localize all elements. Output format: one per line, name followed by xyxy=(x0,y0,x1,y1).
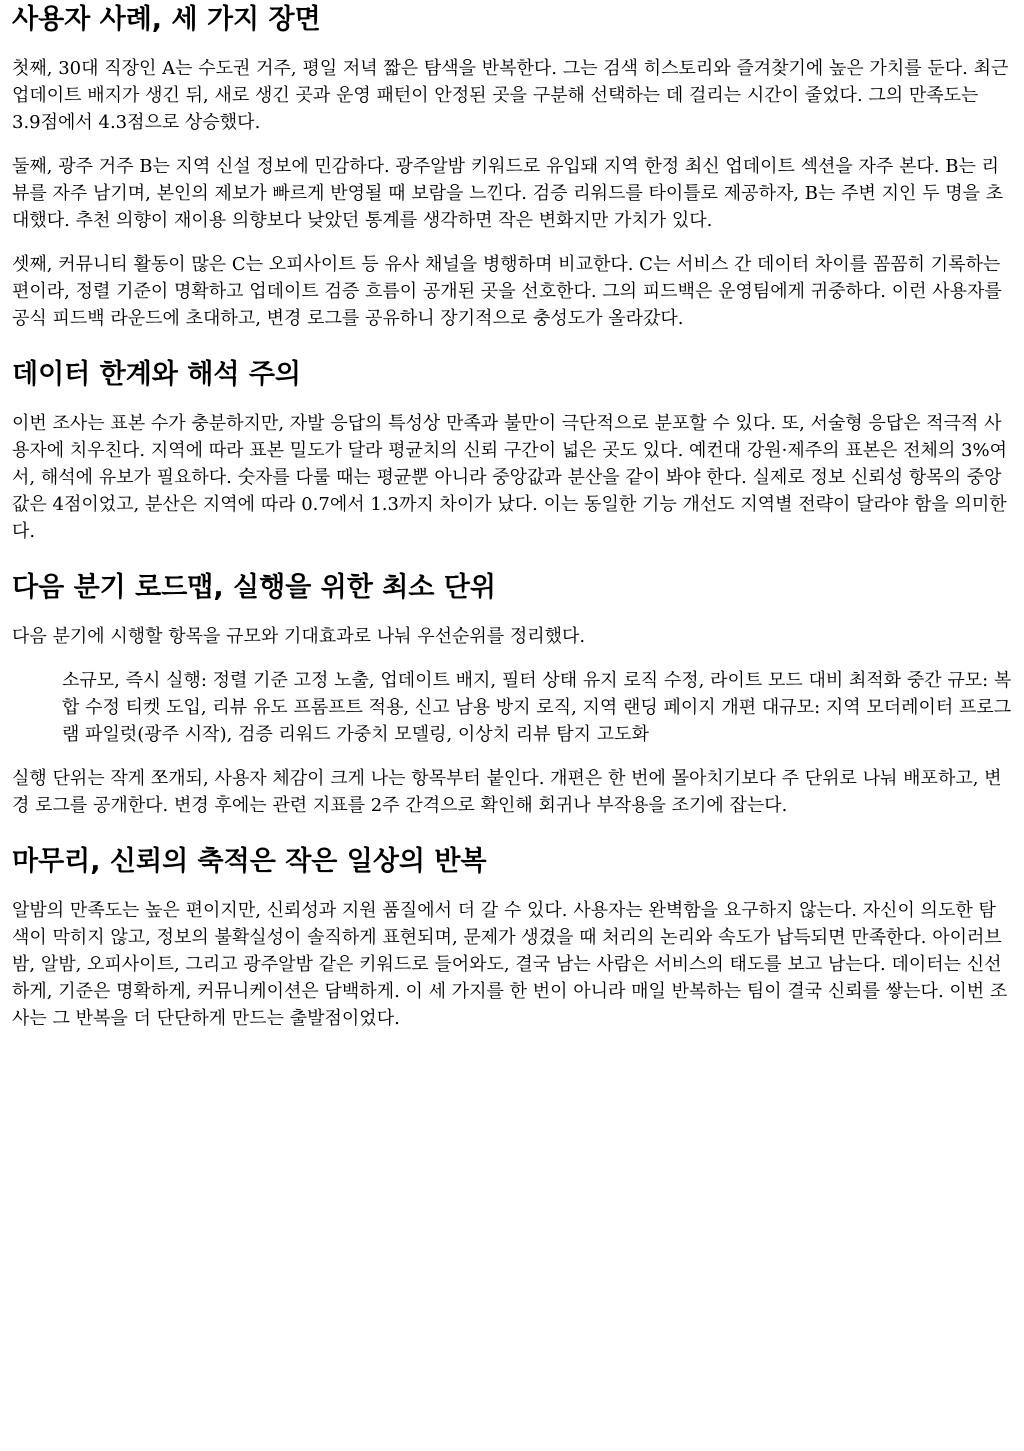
roadmap-blockquote xyxy=(62,667,1012,748)
roadmap-items: 소규모, 즉시 실행: 정렬 기준 고정 노출, 업데이트 배지, 필터 상태 유지 로직 수정, 라이트 모드 대비 최적화 중간 규모: 복합 수정 티켓 도입, 리뷰 유도 프롬프트 적용, 신고 남용 방지 로직, 지역 랜딩 페이지 개편 대규모: 지역 모더레이터 프로그램 파일럿(광주 시작), 검증 리워드 가중치 모델링, 이상치 리뷰 탐지 고도화 xyxy=(62,670,1012,745)
section-user-cases xyxy=(12,3,1012,332)
section-data-limits xyxy=(12,358,1012,545)
paragraph: 다음 분기에 시행할 항목을 규모와 기대효과로 나눠 우선순위를 정리했다. xyxy=(12,626,586,647)
paragraph: 셋째, 커뮤니티 활동이 많은 C는 오피사이트 등 유사 채널을 병행하며 비교한다. C는 서비스 간 데이터 차이를 꼼꼼히 기록하는 편이라, 정렬 기준이 명확하고 업데이트 검증 흐름이 공개된 곳을 선호한다. 그의 피드백은 운영팀에게 귀중하다. 이런 사용자를 공식 피드백 라운드에 초대하고, 변경 로그를 공유하니 장기적으로 충성도가 올라갔다. xyxy=(12,254,1002,329)
paragraph: 첫째, 30대 직장인 A는 수도권 거주, 평일 저녁 짧은 탐색을 반복한다. 그는 검색 히스토리와 즐겨찾기에 높은 가치를 둔다. 최근 업데이트 배지가 생긴 뒤, 새로 생긴 곳과 운영 패턴이 안정된 곳을 구분해 선택하는 데 걸리는 시간이 줄었다. 그의 만족도는 3.9점에서 4.3점으로 상승했다. xyxy=(12,58,1009,133)
section-heading: 데이터 한계와 해석 주의 xyxy=(12,359,302,390)
section-heading: 마무리, 신뢰의 축적은 작은 일상의 반복 xyxy=(12,846,487,877)
section-conclusion xyxy=(12,845,1012,1032)
section-heading: 사용자 사례, 세 가지 장면 xyxy=(12,4,321,35)
paragraph: 둘째, 광주 거주 B는 지역 신설 정보에 민감하다. 광주알밤 키워드로 유입돼 지역 한정 최신 업데이트 섹션을 자주 본다. B는 리뷰를 자주 남기며, 본인의 제보가 빠르게 반영될 때 보람을 느낀다. 검증 리워드를 타이틀로 제공하자, B는 주변 지인 두 명을 초대했다. 추천 의향이 재이용 의향보다 낮았던 통계를 생각하면 작은 변화지만 가치가 있다. xyxy=(12,156,1004,231)
section-heading: 다음 분기 로드맵, 실행을 위한 최소 단위 xyxy=(12,572,496,603)
paragraph: 알밤의 만족도는 높은 편이지만, 신뢰성과 지원 품질에서 더 갈 수 있다. 사용자는 완벽함을 요구하지 않는다. 자신이 의도한 탐색이 막히지 않고, 정보의 불확실성이 솔직하게 표현되며, 문제가 생겼을 때 처리의 논리와 속도가 납득되면 만족한다. 아이러브밤, 알밤, 오피사이트, 그리고 광주알밤 같은 키워드로 들어와도, 결국 남는 사람은 서비스의 태도를 보고 남는다. 데이터는 신선하게, 기준은 명확하게, 커뮤니케이션은 담백하게. 이 세 가지를 한 번이 아니라 매일 반복하는 팀이 결국 신뢰를 쌓는다. 이번 조사는 그 반복을 더 단단하게 만드는 출발점이었다. xyxy=(12,900,1008,1029)
paragraph: 이번 조사는 표본 수가 충분하지만, 자발 응답의 특성상 만족과 불만이 극단적으로 분포할 수 있다. 또, 서술형 응답은 적극적 사용자에 치우친다. 지역에 따라 표본 밀도가 달라 평균치의 신뢰 구간이 넓은 곳도 있다. 예컨대 강원·제주의 표본은 전체의 3%여서, 해석에 유보가 필요하다. 숫자를 다룰 때는 평균뿐 아니라 중앙값과 분산을 같이 봐야 한다. 실제로 정보 신뢰성 항목의 중앙값은 4점이었고, 분산은 지역에 따라 0.7에서 1.3까지 차이가 났다. 이는 동일한 기능 개선도 지역별 전략이 달라야 함을 의미한다. xyxy=(12,413,1007,542)
article xyxy=(0,3,1024,1032)
section-roadmap xyxy=(12,571,1012,819)
paragraph: 실행 단위는 작게 쪼개되, 사용자 체감이 크게 나는 항목부터 붙인다. 개편은 한 번에 몰아치기보다 주 단위로 나눠 배포하고, 변경 로그를 공개한다. 변경 후에는 관련 지표를 2주 간격으로 확인해 회귀나 부작용을 조기에 잡는다. xyxy=(12,768,1002,816)
